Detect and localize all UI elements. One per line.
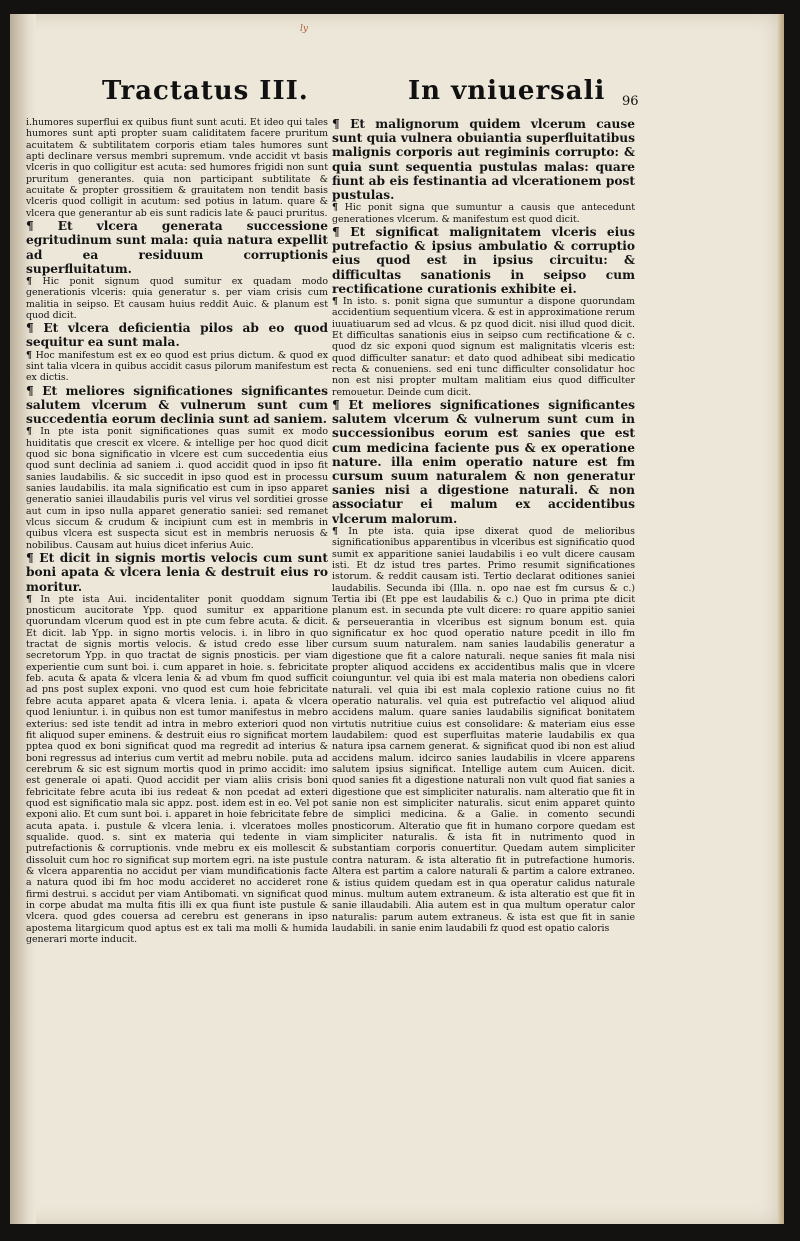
pilcrow-icon: ¶ bbox=[26, 383, 34, 398]
pilcrow-icon: ¶ bbox=[26, 275, 32, 287]
pilcrow-icon: ¶ bbox=[26, 593, 32, 605]
commentary-block bbox=[332, 526, 635, 934]
pilcrow-icon: ¶ bbox=[332, 525, 338, 537]
running-header-left: Tractatus III. bbox=[102, 76, 309, 106]
pilcrow-icon: ¶ bbox=[26, 426, 32, 438]
commentary-block bbox=[26, 350, 328, 384]
lemma-block bbox=[332, 225, 635, 296]
book-page bbox=[10, 14, 778, 1224]
commentary-block bbox=[26, 426, 328, 551]
commentary-block bbox=[332, 296, 635, 398]
commentary-text: In pte ista Aui. incidentaliter ponit quoddam signum pnosticum aucitorate Ypp. quod sumitur ex apparitione quorundam vlcerum quod est in pte cum febre acuta. & dicit. Et dicit. lab Ypp. in signo mortis velocis. i. in libro in quo tractat de signis mortis velocis. & istud credo esse liber secretorum Ypp. in quo tractat de signis pnosticis. per viam experientie cum sunt boi. i. cum apparet in hoie. s. febricitate feb. acuta & apata & vlcera lenia & ad vbum fm quod sufficit ad pns post suplex exponi. vno quod est cum hoie febricitate febre acuta apparet apata & vlcera lenia. i. apata & vlcera quod leniuntur. i. in quibus non est tumor manifestus in mebro exterius: sed iste tendit ad intra in mebro exteriori quod non fit aliquod super eminens. & destruit eius ro significat mortem pptea quod ex boni significat quod ma regredit ad interius & boni regressus ad interius cum vertit ad mebru nobile. puta ad cerebrum & sic est signum mortis quod in primo accidit: imo est generale oi apati. Quod accidit per viam aliis crisis boni febricitate febre acuta ibi ius redeat & non pcedat ad exteri quod est significatio mala sic appz. post. idem est in eo. Vel pot exponi alio. Et cum sunt boi. i. apparet in hoie febricitate febre acuta apata. i. pustule & vlcera lenia. i. vlceratoes molles squalide. quod. s. sint ex materia qui tedente in viam putrefactionis & corruptionis. vnde mebru ex eis mollescit & dissoluit cum hoc ro significat sup mortem egri. na iste pustule & vlcera apparentia no accidut per viam mundificationis facte a natura quod ibi fm hoc modu accideret no accideret rone firmi destrui. s accidut per viam Antibomati. vn significat quod in corpe abudat ma multa fitis illi ex qua fiunt iste pustule & vlcera. quod gdes couersa ad cerebru est generans in ipso apostema litargicum quod aptus est ex tali ma molli & humida generari morte inducit. bbox=[26, 593, 328, 946]
running-header-right: In vniuersali bbox=[408, 76, 606, 106]
lemma-block bbox=[26, 384, 328, 427]
lemma-block bbox=[332, 398, 635, 526]
lemma-text: Et malignorum quidem vlcerum cause sunt quia vulnera obuiantia superfluitatibus malignis corporis aut regiminis corrupto: & quia sunt sequentia pustulas malas: quare fiunt ab eis festinantia ad vlcerationem post pustulas. bbox=[332, 117, 635, 203]
pilcrow-icon: ¶ bbox=[26, 219, 34, 234]
commentary-text: In pte ista. quia ipse dixerat quod de melioribus significationibus apparentibus in vlceribus est significatio quod sumit ex apparitione saniei laudabilis i eo vult dicere causam isti. Et dz istud tres partes. Primo resumit significationes istorum. & reddit causam isti. Tertio declarat oditiones saniei laudabilis. Secunda ibi (Illa. n. opo nae est fm cursus & c.) Tertia ibi (Et ppe est laudabilis & c.) Quo in prima pte dicit planum est. in secunda pte vult dicere: ro quare appitio saniei & perseuerantia in vlceribus est signum bonum est. quia significatur ex hoc quod operatio nature pcedit in illo fm cursum suum naturalem. nam sanies laudabilis generatur a digestione que fit a calore naturali. neque sanies fit mala nisi propter aliquod accidens ex accidentibus malis que in vlcere coiunguntur. vel quia ibi est mala materia non obediens calori naturali. vel quia ibi est mala coplexio ratione cuius no fit operatio naturalis. vel quia est putrefactio vel aliquod aliud accidens malum. quare sanies laudabilis significat bonitatem virtutis nutritiue cuius est consolidare: & materiam eius esse laudabilem: quod est superfluitas materie laudabilis ex qua natura ipsa carnem generat. & significat quod ibi non est aliud accidens malum. idcirco sanies laudabilis in vlcere apparens salutem ipsius significat. Intellige autem cum Auicen. dicit. quod sanies fit a digestione naturali non vult quod fiat sanies a digestione que est simpliciter naturalis. nam alteratio que fit in sanie non est simpliciter naturalis. sicut enim apparet quinto de simplici medicina. & a Galie. in comento secundi pnosticorum. Alteratio que fit in humano corpore quedam est simpliciter naturalis. & ista fit in nutrimento quod in substantiam corporis conuertitur. Quedam autem simpliciter contra naturam. & ista alteratio fit in putrefactione humoris. Altera est partim a calore naturali & partim a calore extraneo. & istius quidem quedam est in qua operatur calidus naturale minus. multum autem extraneum. & ista alteratio est que fit in sanie illaudabili. Alia autem est in qua multum operatur calor naturalis: parum autem extraneus. & ista est que fit in sanie laudabili. in sanie enim laudabili fz quod est opatio caloris bbox=[332, 525, 635, 934]
lemma-text: Et meliores significationes significantes salutem vlcerum & vulnerum sunt cum succedentia eorum declinia sunt ad saniem. bbox=[26, 383, 328, 427]
lemma-block bbox=[26, 321, 328, 349]
text-block: i.humores superflui ex quibus fiunt sunt acuti. Et ideo qui tales humores sunt apti propter suam caliditatem facere pruritum acuitatem & subtilitatem corporis etiam tales humores sunt apti declinare versus membri supremum. vnde accidit vt basis vlceris in quo colligitur est acuta: sed humores frigidi non sunt pruritum generantes. quia non participant subtilitate & acuitate & propter grossitiem & grauitatem non tendit basis vlceris quod colligit in acutum: sed potius in latum. quare & vlcera que generantur ab eis sunt radicis late & pauci pruritus. bbox=[26, 117, 328, 219]
commentary-text: In isto. s. ponit signa que sumuntur a dispone quorundam accidentium sequentium vlcera. & est in approximatione rerum iuuatiuarum sed ad vlcus. & pz quod dicit. nisi illud quod dicit. Et difficultas sanationis eius in seipso cum rectificatione & c. quod dz sic exponi quod signum est malignitatis vlceris est: quod difficulter sanatur: et dato quod adhibeat sibi medicatio recta & conueniens. sed eni tunc difficulter consolidatur hoc non est nisi propter multam malitiam eius quod difficulter remouetur. Deinde cum dicit. bbox=[332, 295, 635, 398]
pilcrow-icon: ¶ bbox=[26, 551, 34, 566]
pilcrow-icon: ¶ bbox=[26, 349, 32, 361]
lemma-text: Et meliores significationes significantes salutem vlcerum & vulnerum sunt cum in successionibus eorum est sanies que est cum medicina faciente pus & ex operatione nature. illa enim operatio nature est fm cursum suum naturalem & non generatur sanies nisi a digestione naturali. & non associatur ei malum ex accidentibus vlcerum malorum. bbox=[332, 398, 635, 526]
lemma-text: Et vlcera deficientia pilos ab eo quod sequitur ea sunt mala. bbox=[26, 321, 328, 350]
text-column-right bbox=[332, 117, 635, 1117]
lemma-text: Et significat malignitatem vlceris eius putrefactio & ipsius ambulatio & corruptio eius quod est in ipsius circuitu: & difficultas sanationis in seipso cum rectificatione curationis exhibite ei. bbox=[332, 224, 635, 296]
commentary-text: Hic ponit signa que sumuntur a causis que antecedunt generationes vlcerum. & manifestum est quod dicit. bbox=[332, 202, 635, 225]
pilcrow-icon: ¶ bbox=[332, 398, 340, 413]
commentary-block bbox=[332, 202, 635, 225]
folio-number: 96 bbox=[622, 94, 639, 109]
commentary-block bbox=[26, 594, 328, 946]
lemma-block bbox=[26, 551, 328, 594]
commentary-block bbox=[26, 276, 328, 321]
lemma-text: Et dicit in signis mortis velocis cum sunt boni apata & vlcera lenia & destruit eius ro moritur. bbox=[26, 551, 328, 594]
text-column-left bbox=[26, 117, 328, 1117]
commentary-text: In pte ista ponit significationes quas sumit ex modo huiditatis que crescit ex vlcere. & intellige per hoc quod dicit quod sic bona significatio in vlcere est cum succedentia eius quod sunt declinia ad saniem .i. quod accidit quod in ipso fit sanies laudabilis. & sic succedit in ipso quod est in processu sanies laudabilis. ita mala significatio est cum in ipso apparet generatio saniei illaudabilis puris vel virus vel sorditiei grosse aut cum in ipso nulla apparet generatio saniei: sed remanet vlcus siccum & crudum & incipiunt cum est in membris in quibus vlcera est suspecta sicut est in membris neruosis & nobilibus. Causam aut huius dicet inferius Auic. bbox=[26, 426, 328, 551]
margin-mark: ly bbox=[300, 24, 308, 34]
lemma-block bbox=[332, 117, 635, 202]
page-edge bbox=[778, 14, 784, 1224]
pilcrow-icon: ¶ bbox=[332, 224, 340, 239]
lemma-text: Et vlcera generata successione egritudinum sunt mala: quia natura expellit ad ea residuum corruptionis superfluitatum. bbox=[26, 219, 328, 276]
pilcrow-icon: ¶ bbox=[332, 117, 340, 131]
pilcrow-icon: ¶ bbox=[26, 321, 34, 336]
commentary-text: Hoc manifestum est ex eo quod est prius dictum. & quod ex sint talia vlcera in quibus accidit casus pilorum manifestum est ex dictis. bbox=[26, 349, 328, 384]
pilcrow-icon: ¶ bbox=[332, 202, 338, 214]
commentary-text: Hic ponit signum quod sumitur ex quadam modo generationis vlceris: quia generatur s. per viam crisis cum malitia in seipso. Et causam huius reddit Auic. & planum est quod dicit. bbox=[26, 275, 328, 321]
pilcrow-icon: ¶ bbox=[332, 295, 338, 307]
lemma-block bbox=[26, 219, 328, 276]
